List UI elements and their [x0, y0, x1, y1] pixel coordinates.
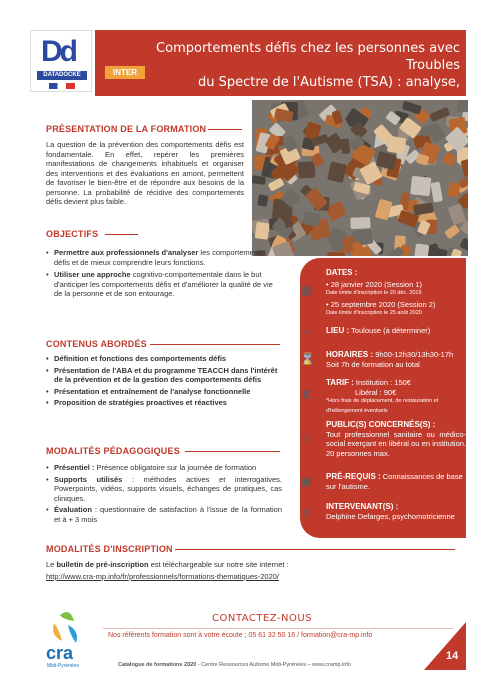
modalite-item: • Présentiel : Présence obligatoire sur la journée de formation — [46, 463, 282, 473]
inter-badge: INTER — [105, 66, 145, 79]
people-icon: ⚇ — [301, 432, 313, 446]
dates-block — [326, 268, 466, 319]
contact-rule — [103, 628, 453, 629]
puzzle-piece — [257, 194, 268, 207]
cra-logo — [40, 607, 92, 677]
title-line-2: du Spectre de l'Autisme (TSA) : analyse, — [197, 75, 460, 90]
presentation-rule — [208, 129, 242, 130]
contenus-list — [46, 354, 286, 410]
svg-text:cra: cra — [46, 643, 74, 663]
lieu-block: LIEU : Toulouse (à déterminer) — [326, 326, 431, 335]
footer-text: Catalogue de formations 2020 - Centre Ressources Autisme Midi-Pyrénées – www.cramp.info — [118, 662, 351, 668]
objectif-item: • Permettre aux professionnels d'analyser les comportements défis et de mieux comprendre leurs fonctions. — [46, 248, 274, 267]
contenu-item: • Présentation de l'ABA et du programme TEACCH dans l'intérêt de la prévention et de la gestion des comportements défis — [46, 366, 286, 385]
modalite-item: • Supports utilisés : méthodes actives et interrogatives. Powerpoints, vidéos, supports visuels, échanges de pratiques, cas cliniques. — [46, 475, 282, 504]
contenu-item: • Présentation et entraînement de l'analyse fonctionnelle — [46, 387, 286, 397]
modalites-list — [46, 463, 282, 526]
puzzle-piece — [414, 243, 430, 256]
dates-label: DATES : — [326, 268, 358, 277]
speaker-icon: ⚲ — [302, 507, 312, 521]
header — [0, 0, 494, 100]
datadock-logo — [30, 30, 92, 92]
location-pin-icon: ⌖ — [303, 325, 311, 339]
puzzle-piece — [341, 138, 350, 154]
modalites-heading: MODALITÉS PÉDAGOGIQUES — [46, 446, 180, 456]
tarif-block: TARIF : Institution : 150€ Libéral : 90€ *Hors frais de déplacement, de restauration et d'hébergement éventuels — [326, 378, 439, 414]
page-number: 14 — [446, 650, 459, 662]
session-2: • 25 septembre 2020 (Session 2) — [326, 299, 436, 309]
svg-text:Midi-Pyrénées: Midi-Pyrénées — [47, 663, 79, 669]
inscription-link[interactable]: http://www.cra-mp.info/fr/professionnels/formations-thematiques-2020/ — [46, 572, 280, 581]
objectifs-heading: OBJECTIFS — [46, 229, 99, 239]
horaires-block: HORAIRES : 9h00-12h30/13h30-17h Soit 7h de formation au total — [326, 350, 454, 369]
presentation-text: La question de la prévention des comportements défis est fondamentale. En effet, repérer les premières manifestations de changements inhabituels et organiser des interventions et des évaluations en amont, permettent de favoriser le bien-être et de répondre aux besoins de la personne. La probabilité de récidive des comportements défis devient plus faible. — [46, 140, 244, 206]
inscription-rule — [175, 549, 455, 550]
contenu-item: • Proposition de stratégies proactives et réactives — [46, 398, 286, 408]
contact-title: CONTACTEZ-NOUS — [212, 613, 313, 624]
puzzle-piece — [350, 217, 370, 229]
puzzle-piece — [387, 136, 407, 154]
french-flag-icon — [49, 83, 75, 89]
puzzle-image — [252, 100, 468, 256]
presentation-heading: PRÉSENTATION DE LA FORMATION — [46, 124, 207, 134]
title-line-1: Comportements défis chez les personnes avec Troubles — [156, 41, 460, 73]
datadock-strip: DATADOCKÉ — [37, 71, 87, 80]
contenus-heading: CONTENUS ABORDÉS — [46, 339, 147, 349]
contact-text: Nos référents formation sont à votre écoute ; 05 61 32 50 16 / formation@cra-mp.info — [108, 632, 373, 639]
hourglass-icon: ⌛ — [300, 352, 315, 366]
modalites-rule — [185, 451, 280, 452]
inscription-text: Le bulletin de pré-inscription est téléchargeable sur notre site internet : — [46, 560, 289, 569]
session-1-limit: Date limite d'inscription le 20 déc. 2019 — [326, 290, 422, 296]
contenu-item: • Définition et fonctions des comportements défis — [46, 354, 286, 364]
puzzle-piece — [457, 100, 468, 112]
modalite-item: • Évaluation : questionnaire de satisfaction à l'issue de la formation et à + 3 mois — [46, 505, 282, 524]
contenus-rule — [150, 344, 280, 345]
objectif-item: • Utiliser une approche cognitivo-comportementale dans le but d'anticiper les comportements défis et d'améliorer la qualité de vie de la personne et de son entourage. — [46, 270, 274, 299]
session-1: • 28 janvier 2020 (Session 1) — [326, 279, 423, 289]
inscription-heading: MODALITÉS D'INSCRIPTION — [46, 544, 173, 554]
objectifs-list — [46, 248, 274, 301]
euro-icon: € — [302, 388, 312, 402]
calendar-icon: ▦ — [301, 283, 313, 297]
intervenant-block: INTERVENANT(S) : Delphine Defarges, psychomotricienne — [326, 502, 455, 521]
page-corner — [424, 622, 466, 670]
puzzle-piece — [410, 176, 431, 196]
objectifs-rule — [105, 234, 138, 235]
puzzle-piece — [303, 212, 320, 227]
page-title — [100, 40, 460, 91]
prereq-block: PRÉ-REQUIS : Connaissances de base sur l'autisme. — [326, 472, 463, 491]
puzzle-piece — [298, 161, 316, 178]
briefcase-icon: ▣ — [301, 474, 313, 488]
puzzle-piece — [255, 222, 270, 240]
public-block: PUBLIC(S) CONCERNÉS(S) : Tout professionnel sanitaire ou médico-social exerçant en libéral ou en institution. 20 personnes max. — [326, 420, 466, 458]
session-2-limit: Date limite d'inscription le 25 août 2020 — [326, 310, 422, 316]
datadock-letters: Dd — [41, 35, 75, 68]
